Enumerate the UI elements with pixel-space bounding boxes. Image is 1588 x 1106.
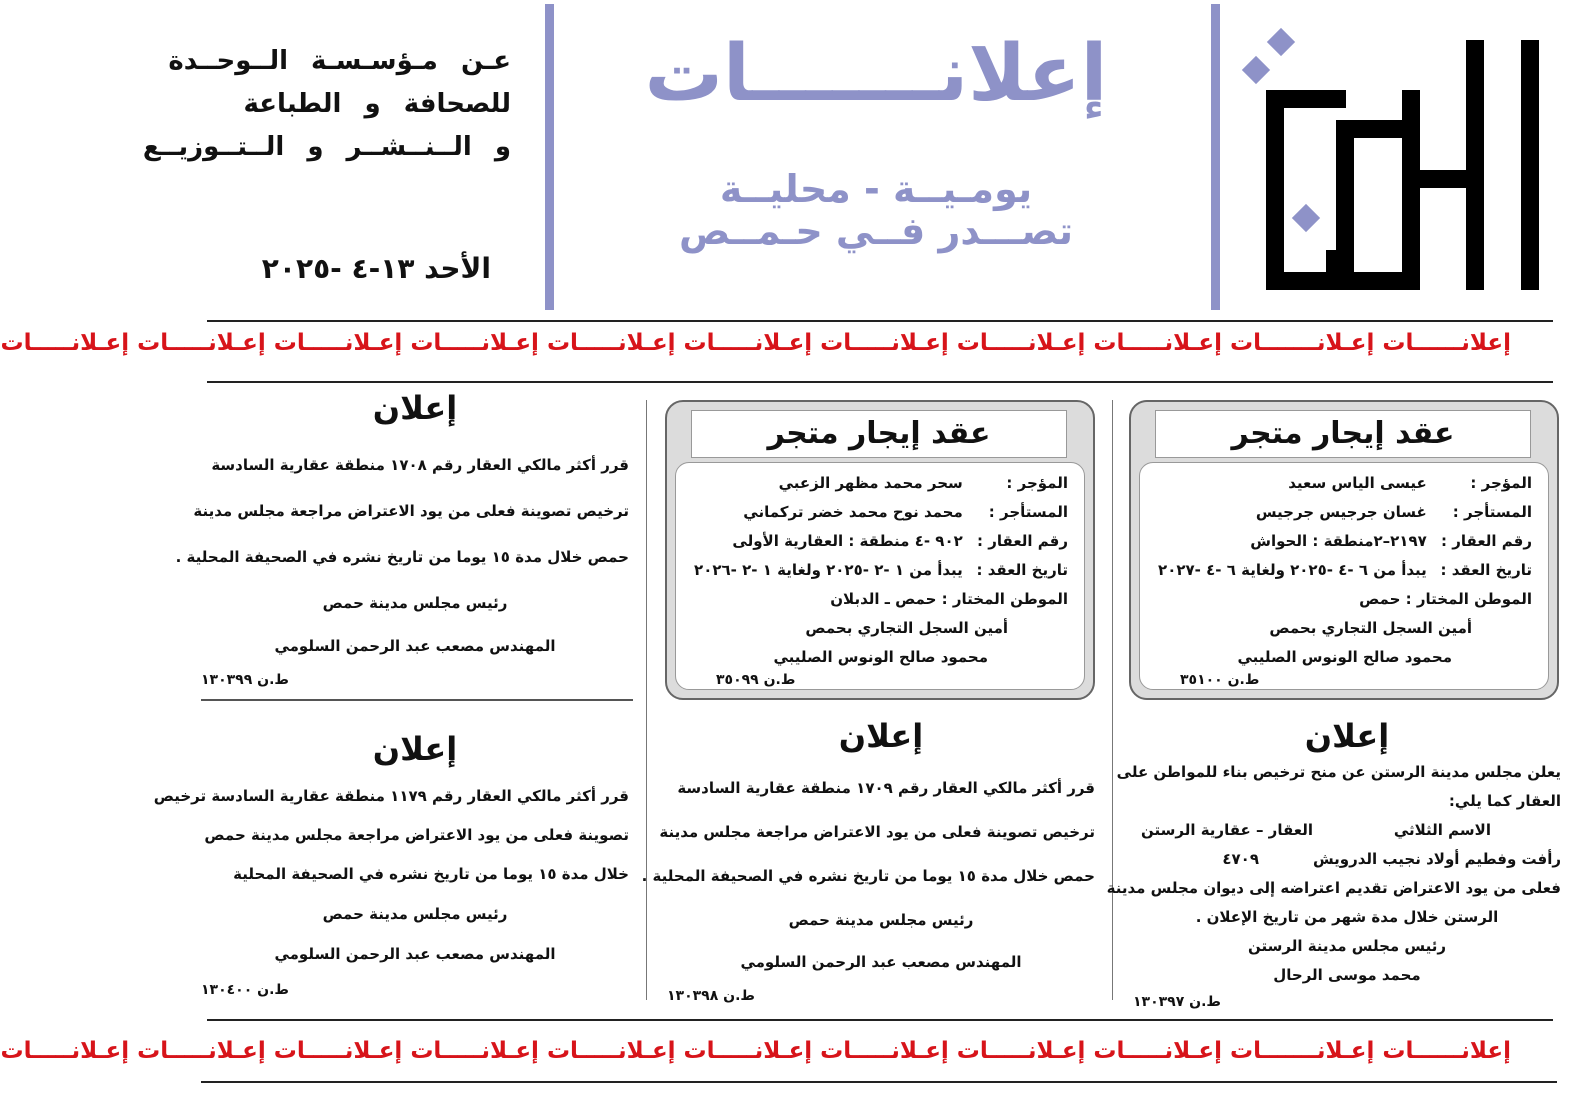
lease-row-property xyxy=(686,527,1068,556)
reference-number: ط.ن ١٣٠٤٠٠ xyxy=(201,982,289,998)
col-name-header: الاسم الثلاثي xyxy=(1393,821,1491,839)
reference-number: ط.ن ٣٥٠٩٩ xyxy=(716,672,796,688)
banner-top-rule xyxy=(207,320,1553,322)
issue-date: الأحد ١٣-٤ -٢٠٢٥ xyxy=(261,252,491,285)
lease-row-domicile xyxy=(686,585,1068,614)
row-value: حمص ـ الدبلان xyxy=(830,590,937,608)
notice-line: حمص خلال مدة ١٥ يوما من تاريخ نشره في الصحيفة المحلية . xyxy=(641,867,1095,885)
lease-title: عقد إيجار متجر xyxy=(1155,410,1531,458)
row-label: الموطن المختار : xyxy=(941,590,1068,608)
property-number: ٤٧٠٩ xyxy=(1222,850,1259,868)
subtitle-location: تصـــدر فــي حـمــص xyxy=(679,209,1073,253)
logo-artwork xyxy=(1226,20,1556,310)
notice-ad xyxy=(175,389,629,692)
notice-line: الرستن خلال مدة شهر من تاريخ الإعلان . xyxy=(1195,908,1499,926)
permit-table-row xyxy=(1133,845,1561,874)
lease-row-tenant xyxy=(686,498,1068,527)
notice-line: يعلن مجلس مدينة الرستن عن منح ترخيص بناء للمواطن على xyxy=(1116,763,1561,781)
row-value: ٩٠٢ -٤ منطقة : العقارية الأولى xyxy=(732,532,963,550)
publisher-line: و الــنــشــر و الــتــوزيــع xyxy=(142,132,511,162)
notice-line: العقار كما يلي: xyxy=(1448,792,1561,810)
notice-line: قرر أكثر مالكي العقار رقم ١١٧٩ منطقة عقارية السادسة ترخيص xyxy=(153,787,629,805)
ads-banner-bottom: إعلانــــــات إعـلانـــــــات إعـلانـــــات إعـلانـــــات إعـلانـــــات إعـلانـــــات إعـلانـــــات إعـلانـــــات إعـلانـــــات إعـلانـــــات إعـلانـــــات xyxy=(0,1038,1511,1064)
lease-row-date xyxy=(686,556,1068,585)
row-value: يبدأ من ٦ -٤ -٢٠٢٥ ولغاية ٦ -٤ -٢٠٢٧ xyxy=(1158,561,1427,579)
notice-line: تصوينة فعلى من يود الاعتراض مراجعة مجلس مدينة حمص xyxy=(204,826,629,844)
notice-ad xyxy=(641,717,1095,1010)
notice-line: خلال مدة ١٥ يوما من تاريخ نشره في الصحيفة المحلية xyxy=(233,865,629,883)
signer-title: أمين السجل التجاري بحمص xyxy=(805,619,1008,637)
row-label: رقم العقار : xyxy=(1441,532,1532,550)
row-value: محمد نوح محمد خضر تركماني xyxy=(743,503,963,521)
signer-title: رئيس مجلس مدينة حمص xyxy=(788,911,974,929)
reference-number: ط.ن ١٣٠٣٩٨ xyxy=(667,988,755,1004)
signer-name: المهندس مصعب عبد الرحمن السلومي xyxy=(274,945,556,963)
left-column-separator xyxy=(201,699,633,701)
lease-title: عقد إيجار متجر xyxy=(691,410,1067,458)
reference-number: ط.ن ١٣٠٣٩٩ xyxy=(201,672,289,688)
lease-row-date xyxy=(1150,556,1532,585)
notice-line: فعلى من يود الاعتراض تقديم اعتراضه إلى ديوان مجلس مدينة xyxy=(1106,879,1561,897)
signer-name: المهندس مصعب عبد الرحمن السلومي xyxy=(740,953,1022,971)
lease-contract-box xyxy=(665,400,1095,700)
building-permit-notice xyxy=(1106,717,1561,1010)
banner-bottom-rule xyxy=(207,381,1553,383)
notice-line: حمص خلال مدة ١٥ يوما من تاريخ نشره في الصحيفة المحلية . xyxy=(175,548,629,566)
masthead-divider-left xyxy=(545,4,554,310)
lease-row-property xyxy=(1150,527,1532,556)
lease-row-lessor xyxy=(1150,469,1532,498)
lease-row-tenant xyxy=(1150,498,1532,527)
signer-title: رئيس مجلس مدينة الرستن xyxy=(1248,937,1446,955)
row-label: تاريخ العقد : xyxy=(1440,561,1532,579)
signer-title: أمين السجل التجاري بحمص xyxy=(1269,619,1472,637)
banner-bottom-rule xyxy=(201,1081,1557,1083)
lease-row-lessor xyxy=(686,469,1068,498)
notice-title: إعلان xyxy=(372,730,458,768)
notice-line: ترخيص تصوينة فعلى من يود الاعتراض مراجعة مجلس مدينة xyxy=(659,823,1095,841)
row-value: سحر محمد مظهر الزعبي xyxy=(778,474,963,492)
row-label: الموطن المختار : xyxy=(1405,590,1532,608)
signer-name: المهندس مصعب عبد الرحمن السلومي xyxy=(274,637,556,655)
notice-ad xyxy=(153,730,629,1013)
signer-name: محمود صالح الونوس الصليبي xyxy=(773,648,988,666)
row-label: المستأجر : xyxy=(988,503,1068,521)
notice-line: قرر أكثر مالكي العقار رقم ١٧٠٩ منطقة عقارية السادسة xyxy=(677,779,1095,797)
row-value: حمص xyxy=(1359,590,1401,608)
publisher-line: للصحافة و الطباعة xyxy=(243,89,511,119)
signer-name: محمد موسى الرحال xyxy=(1273,966,1421,984)
signer-title: رئيس مجلس مدينة حمص xyxy=(322,905,508,923)
banner-top-rule xyxy=(207,1019,1553,1021)
lease-contract-box xyxy=(1129,400,1559,700)
row-label: تاريخ العقد : xyxy=(976,561,1068,579)
row-value: ٢١٩٧–٢منطقة : الحواش xyxy=(1250,532,1427,550)
notice-title: إعلان xyxy=(838,717,924,755)
owner-name: رأفت وفطيم أولاد نجيب الدرويش xyxy=(1312,850,1561,868)
column-divider xyxy=(1112,400,1113,1000)
masthead-divider-right xyxy=(1211,4,1220,310)
row-value: غسان جرجيس جرجيس xyxy=(1255,503,1427,521)
publisher-block xyxy=(142,40,511,169)
newspaper-logo xyxy=(1226,20,1556,310)
signer-name: محمود صالح الونوس الصليبي xyxy=(1237,648,1452,666)
notice-title: إعلان xyxy=(1304,717,1390,755)
row-label: رقم العقار : xyxy=(977,532,1068,550)
section-title: إعلانـــــــات xyxy=(644,29,1108,119)
subtitle-frequency: يومـيــة - محليــة xyxy=(719,167,1033,211)
row-label: المستأجر : xyxy=(1452,503,1532,521)
row-label: المؤجر : xyxy=(1470,474,1532,492)
notice-line: ترخيص تصوينة فعلى من يود الاعتراض مراجعة مجلس مدينة xyxy=(193,502,629,520)
reference-number: ط.ن ٣٥١٠٠ xyxy=(1180,672,1260,688)
signer-title: رئيس مجلس مدينة حمص xyxy=(322,594,508,612)
row-value: يبدأ من ١ -٢ -٢٠٢٥ ولغاية ١ -٢ -٢٠٢٦ xyxy=(694,561,963,579)
lease-body xyxy=(675,462,1085,690)
lease-row-domicile xyxy=(1150,585,1532,614)
column-divider xyxy=(646,400,647,1000)
permit-table-header xyxy=(1133,816,1561,845)
publisher-line: عـن مـؤسـسـة الــوحــدة xyxy=(168,46,511,76)
reference-number: ط.ن ١٣٠٣٩٧ xyxy=(1133,994,1221,1010)
notice-line: قرر أكثر مالكي العقار رقم ١٧٠٨ منطقة عقارية السادسة xyxy=(211,456,629,474)
col-property-header: العقار – عقارية الرستن xyxy=(1141,821,1313,839)
notice-title: إعلان xyxy=(372,389,458,427)
row-value: عيسى الياس سعيد xyxy=(1288,474,1427,492)
row-label: المؤجر : xyxy=(1006,474,1068,492)
lease-body xyxy=(1139,462,1549,690)
ads-banner-top: إعلانــــــات إعـلانـــــــات إعـلانـــــات إعـلانـــــات إعـلانـــــات إعـلانـــــات إعـلانـــــات إعـلانـــــات إعـلانـــــات إعـلانـــــات إعـلانـــــات xyxy=(0,330,1511,356)
